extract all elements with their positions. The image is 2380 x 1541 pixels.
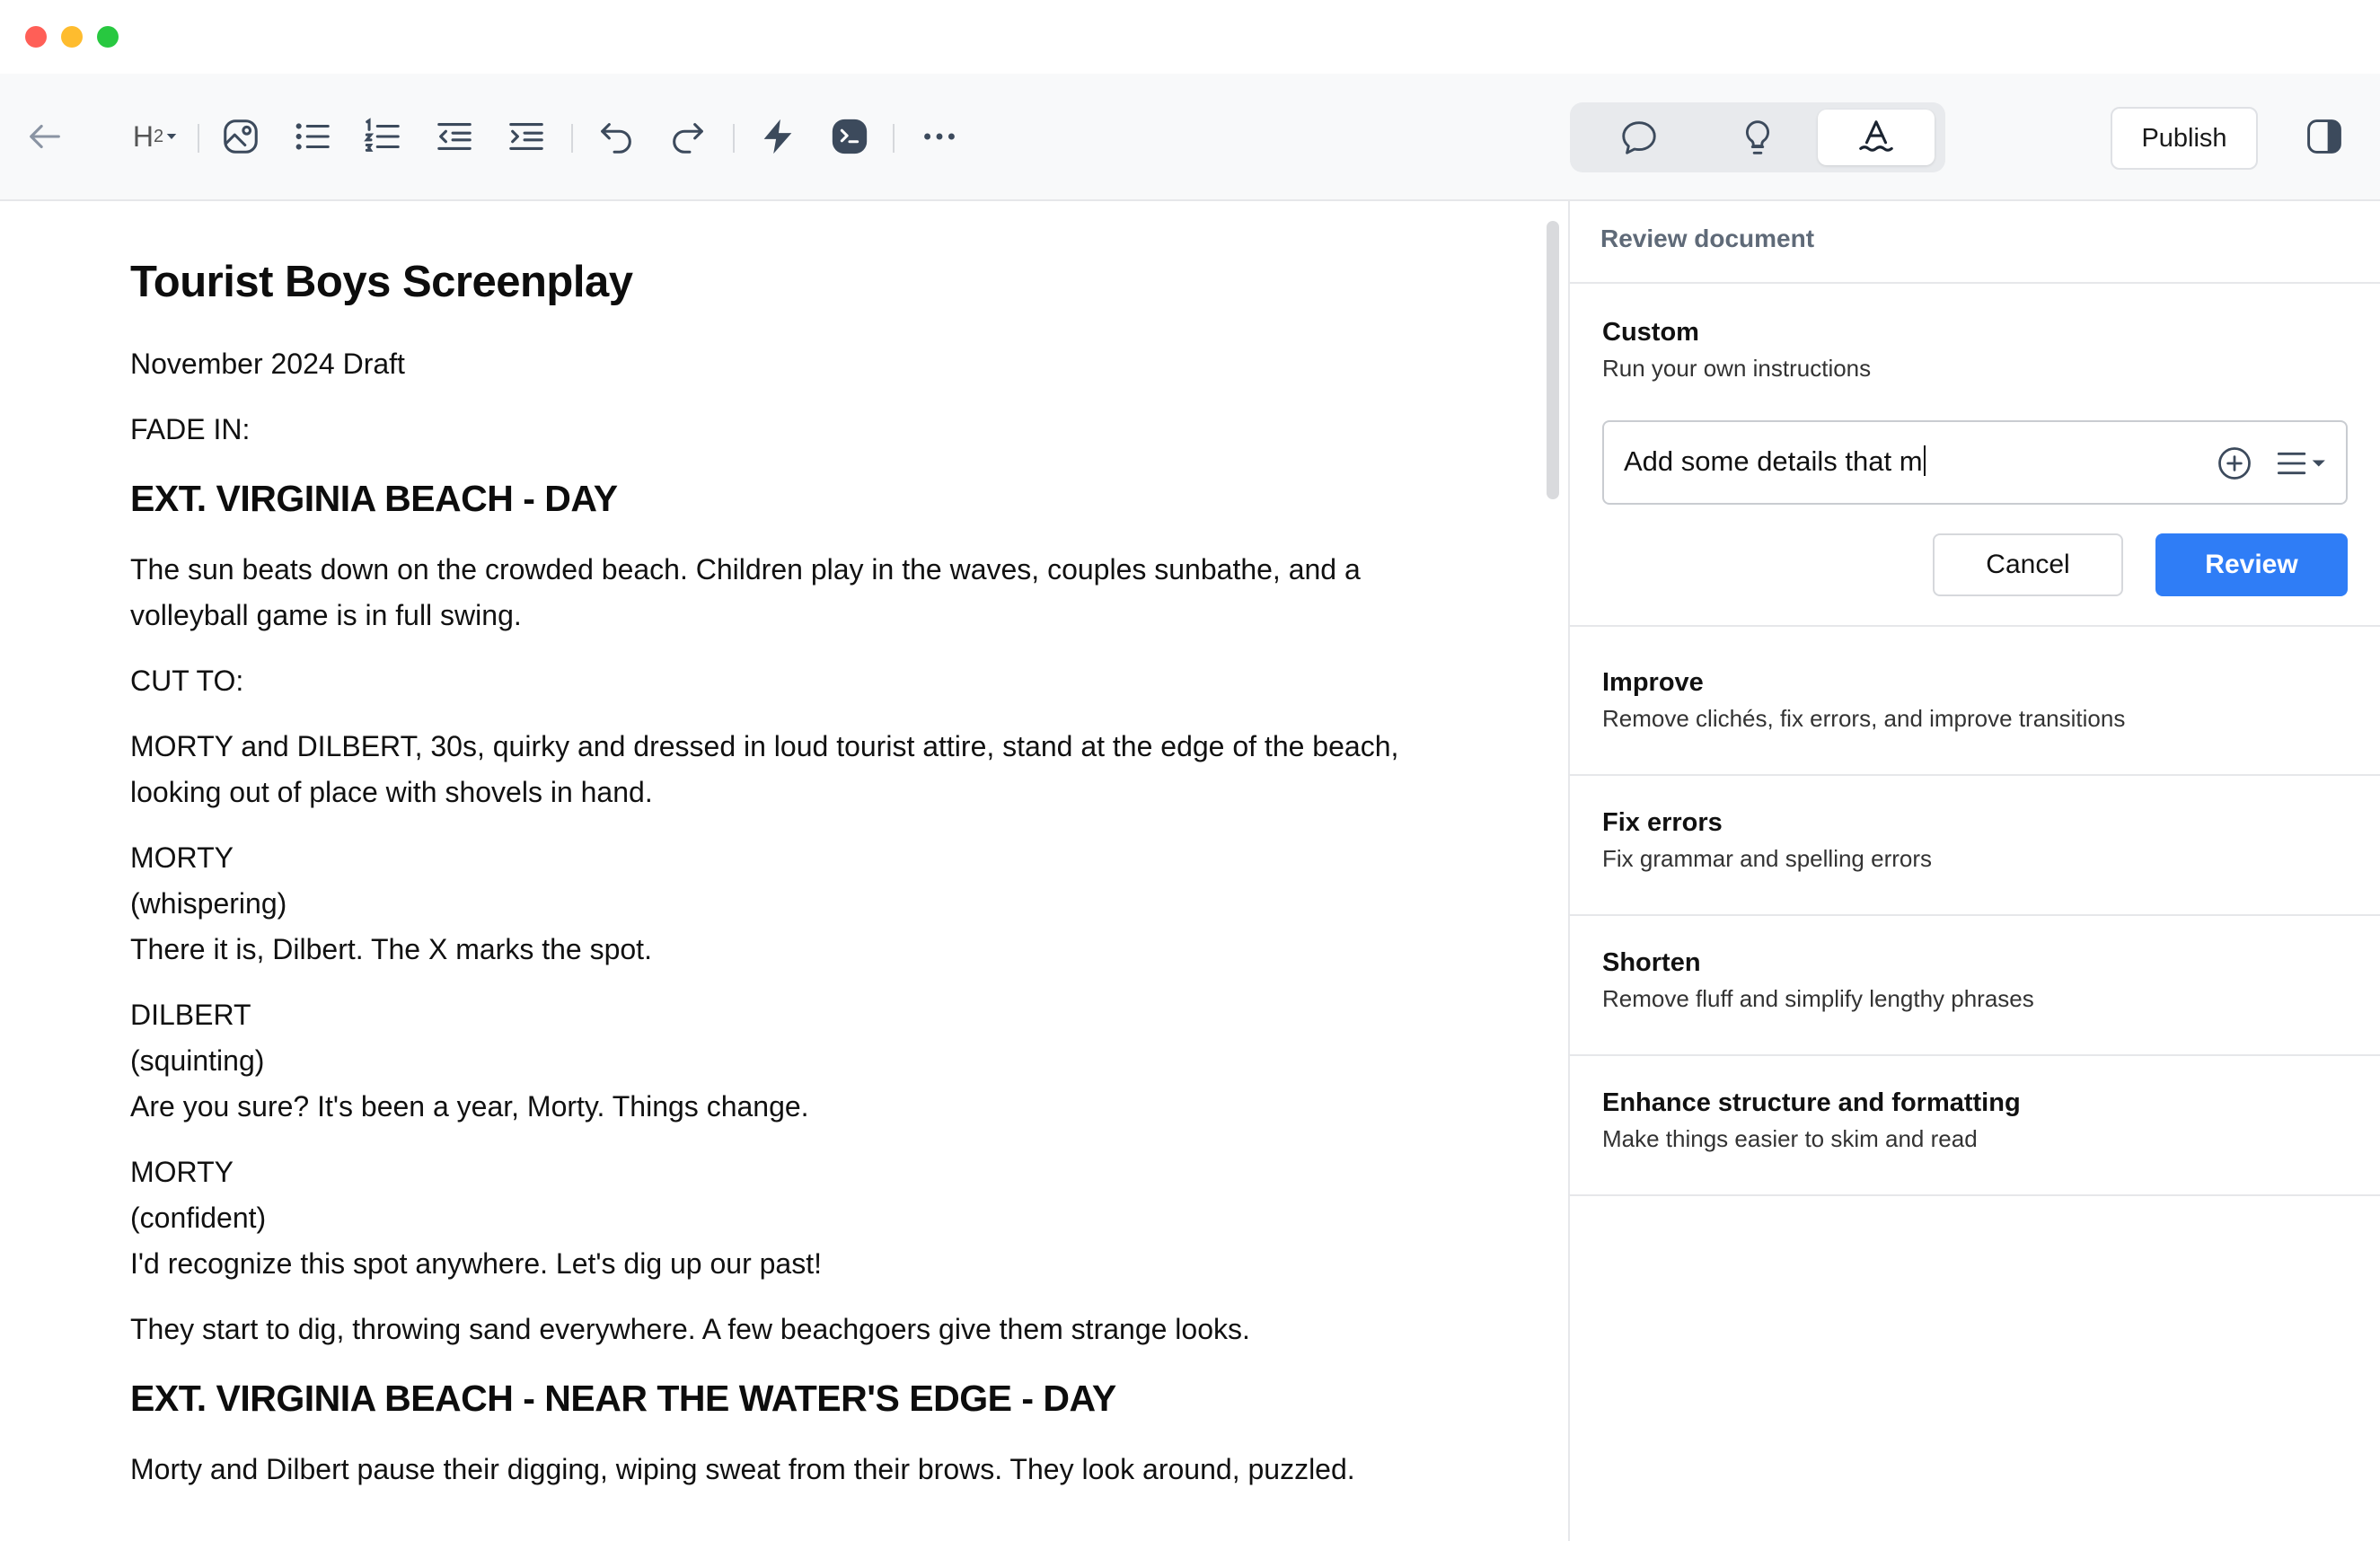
toolbar-divider — [733, 124, 735, 153]
sidebar-mode-switcher — [1570, 102, 1945, 172]
lightning-icon — [757, 116, 798, 157]
option-title: Shorten — [1602, 948, 1701, 977]
image-icon — [220, 116, 261, 157]
back-button[interactable] — [20, 111, 70, 162]
toolbar-divider — [571, 124, 573, 153]
document-editor[interactable] — [0, 201, 1568, 1541]
arrow-left-icon — [24, 116, 66, 157]
toolbar-divider — [893, 124, 895, 153]
option-description: Remove fluff and simplify lengthy phrases — [1602, 985, 2034, 1012]
transition-fade-in[interactable]: FADE IN: — [130, 413, 251, 445]
divider — [1570, 914, 2380, 916]
option-description: Fix grammar and spelling errors — [1602, 845, 1933, 872]
toolbar-divider — [198, 124, 199, 153]
option-description: Remove clichés, fix errors, and improve transitions — [1602, 705, 2126, 732]
action-paragraph[interactable]: The sun beats down on the crowded beach. Children play in the waves, couples sunbathe, and a volleyball game is in full swing. — [130, 553, 1361, 631]
text-review-icon — [1856, 117, 1897, 158]
heading-label: H — [132, 119, 154, 153]
divider — [1570, 774, 2380, 776]
option-title: Improve — [1602, 668, 1704, 697]
shorten-option[interactable] — [1602, 948, 2034, 1013]
sidebar-panel-icon — [2305, 117, 2344, 156]
zoom-window-button[interactable] — [97, 26, 119, 48]
custom-instructions-input[interactable] — [1602, 420, 2348, 505]
scene-heading[interactable]: EXT. VIRGINIA BEACH - NEAR THE WATER'S EDGE - DAY — [130, 1378, 1116, 1419]
divider — [1570, 282, 2380, 284]
text-caret — [1924, 445, 1926, 476]
menu-dropdown-icon[interactable] — [2274, 444, 2332, 483]
review-button[interactable]: Review — [2155, 533, 2348, 596]
parenthetical[interactable]: (confident) — [130, 1202, 267, 1234]
character-name[interactable]: MORTY — [130, 1156, 234, 1188]
more-options-button[interactable] — [914, 111, 965, 162]
enhance-structure-option[interactable] — [1602, 1088, 2021, 1153]
close-window-button[interactable] — [25, 26, 47, 48]
editor-toolbar — [0, 74, 2380, 201]
numbered-list-button[interactable] — [357, 111, 408, 162]
indent-icon — [506, 116, 547, 157]
dialogue-block — [130, 992, 1424, 1130]
option-title: Custom — [1602, 318, 1699, 347]
action-paragraph[interactable]: MORTY and DILBERT, 30s, quirky and dressed in loud tourist attire, stand at the edge of the beach, looking out of place with shovels in hand. — [130, 730, 1399, 808]
comments-mode-tab[interactable] — [1581, 110, 1697, 165]
divider — [1570, 1194, 2380, 1196]
editor-scrollbar[interactable] — [1547, 221, 1559, 499]
dialogue-block — [130, 835, 1424, 973]
chat-bubble-icon — [1618, 117, 1660, 158]
option-description: Make things easier to skim and read — [1602, 1125, 1978, 1152]
document-body[interactable] — [130, 257, 1424, 1512]
caret-down-icon — [163, 128, 180, 145]
numbered-list-icon — [362, 116, 403, 157]
bullet-list-button[interactable] — [287, 111, 338, 162]
fix-errors-option[interactable] — [1602, 808, 1932, 873]
dialogue-line[interactable]: There it is, Dilbert. The X marks the spot. — [130, 933, 652, 965]
panel-title: Review document — [1600, 225, 1815, 252]
transition-cut-to[interactable]: CUT TO: — [130, 665, 244, 697]
action-paragraph[interactable]: They start to dig, throwing sand everywhere. A few beachgoers give them strange looks. — [130, 1313, 1250, 1345]
option-description: Run your own instructions — [1602, 355, 1872, 382]
outdent-button[interactable] — [429, 111, 480, 162]
custom-review-option — [1602, 318, 1871, 383]
improve-option[interactable] — [1602, 668, 2125, 733]
divider — [1570, 625, 2380, 627]
plus-circle-icon[interactable] — [2215, 444, 2254, 483]
code-block-button[interactable] — [824, 111, 875, 162]
toggle-sidebar-button[interactable] — [2299, 111, 2349, 162]
dialogue-line[interactable]: Are you sure? It's been a year, Morty. Things change. — [130, 1090, 809, 1123]
divider — [1570, 1054, 2380, 1056]
input-value — [1624, 445, 1926, 478]
action-paragraph[interactable]: Morty and Dilbert pause their digging, wiping sweat from their brows. They look around, puzzled. — [130, 1453, 1355, 1485]
heading-sub-label: 2 — [153, 126, 164, 146]
character-name[interactable]: DILBERT — [130, 999, 251, 1031]
review-panel — [1570, 201, 2380, 1541]
more-horizontal-icon — [919, 116, 960, 157]
window-title-bar — [0, 0, 2380, 74]
indent-button[interactable] — [501, 111, 551, 162]
character-name[interactable]: MORTY — [130, 841, 234, 874]
document-title[interactable]: Tourist Boys Screenplay — [130, 258, 633, 306]
bullet-list-icon — [292, 116, 333, 157]
option-title: Enhance structure and formatting — [1602, 1088, 2021, 1117]
parenthetical[interactable]: (squinting) — [130, 1044, 265, 1077]
parenthetical[interactable]: (whispering) — [130, 887, 287, 920]
option-title: Fix errors — [1602, 808, 1723, 837]
heading-level-dropdown[interactable] — [120, 111, 192, 162]
draft-line[interactable]: November 2024 Draft — [130, 348, 405, 380]
input-value-text: Add some details that m — [1624, 445, 1923, 477]
minimize-window-button[interactable] — [61, 26, 83, 48]
insert-image-button[interactable] — [216, 111, 266, 162]
dialogue-line[interactable]: I'd recognize this spot anywhere. Let's dig up our past! — [130, 1247, 822, 1280]
redo-button[interactable] — [663, 111, 713, 162]
ai-actions-button[interactable] — [753, 111, 803, 162]
undo-icon — [595, 116, 637, 157]
cancel-button[interactable]: Cancel — [1933, 533, 2123, 596]
dialogue-block — [130, 1149, 1424, 1287]
terminal-icon — [829, 116, 870, 157]
undo-button[interactable] — [591, 111, 641, 162]
outdent-icon — [434, 116, 475, 157]
publish-button[interactable]: Publish — [2111, 107, 2258, 170]
lightbulb-icon — [1737, 117, 1778, 158]
suggestions-mode-tab[interactable] — [1699, 110, 1816, 165]
review-mode-tab[interactable] — [1818, 110, 1935, 165]
redo-icon — [667, 116, 709, 157]
scene-heading[interactable]: EXT. VIRGINIA BEACH - DAY — [130, 478, 618, 519]
